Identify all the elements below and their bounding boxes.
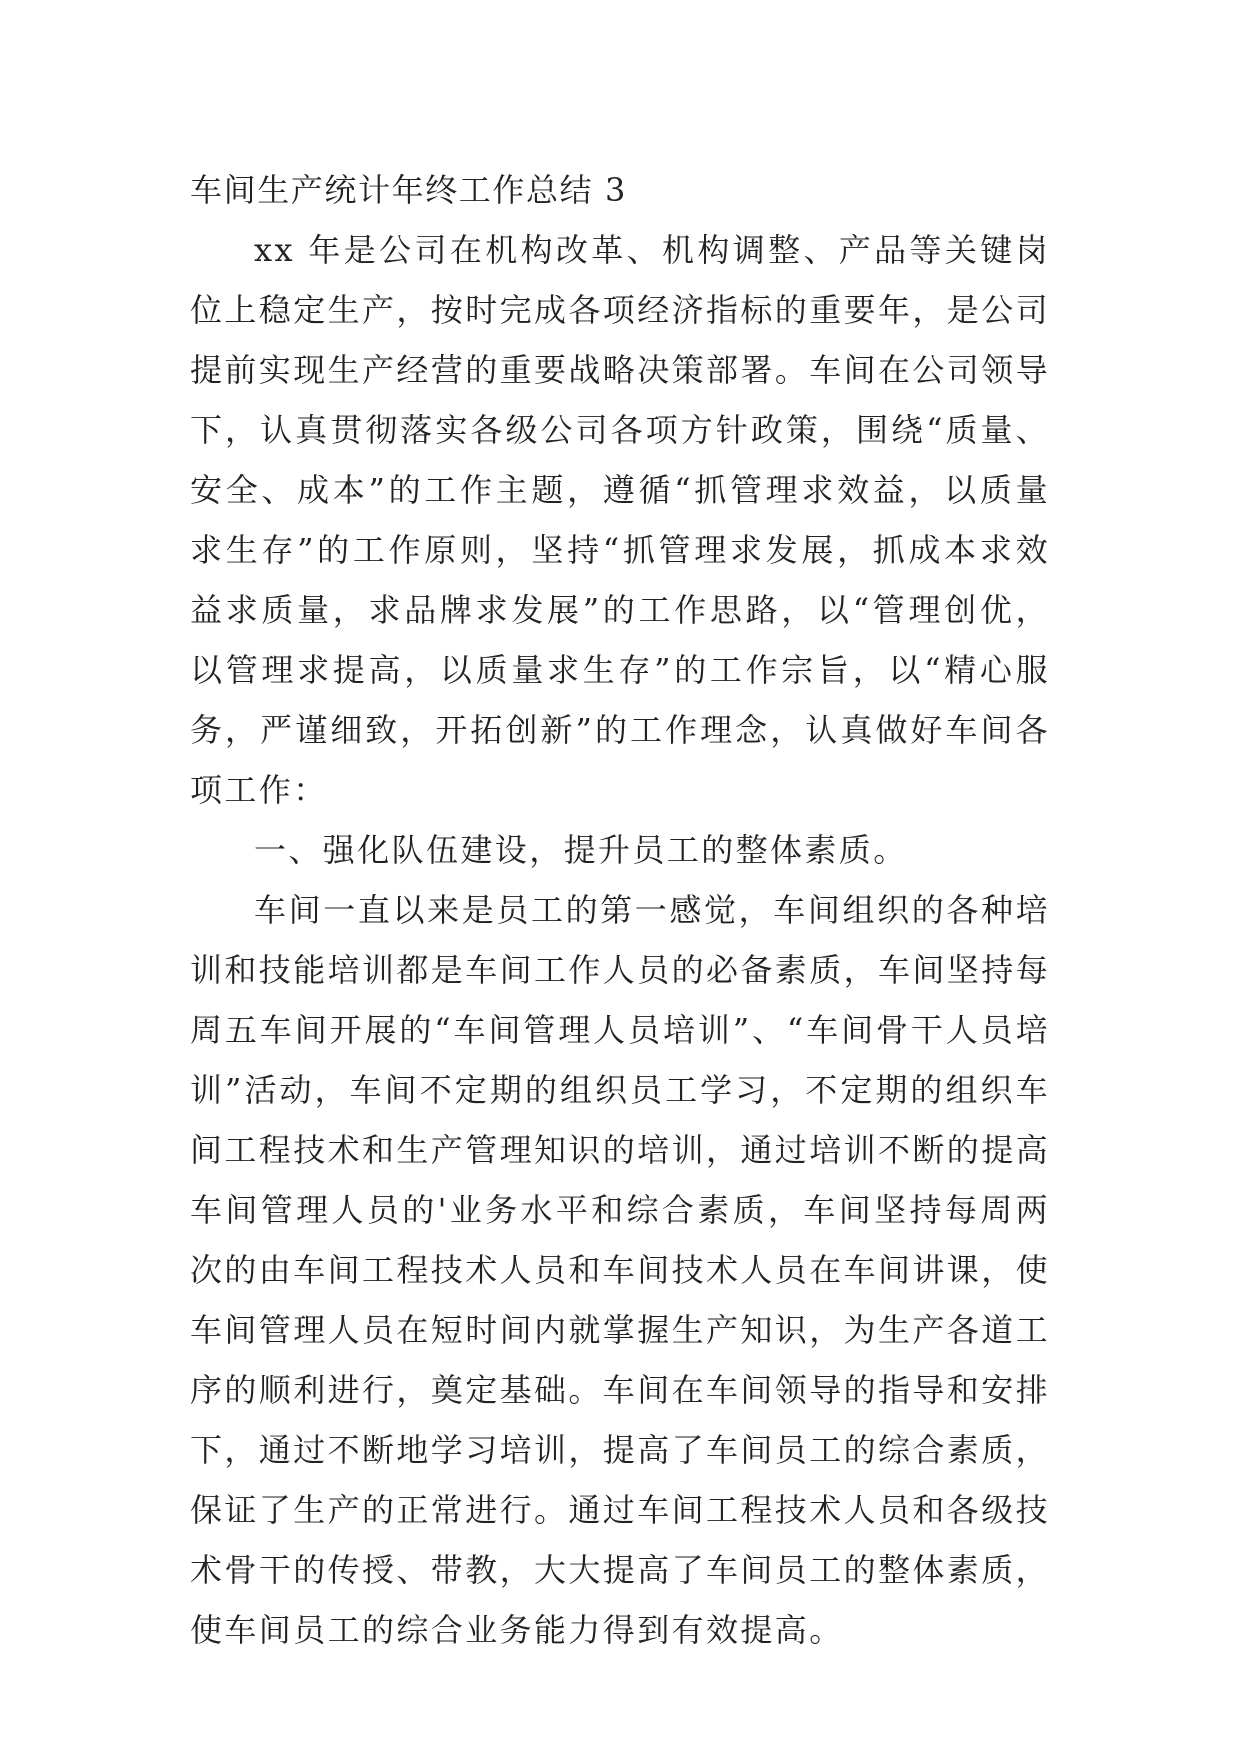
section-paragraph: 车间一直以来是员工的第一感觉，车间组织的各种培训和技能培训都是车间工作人员的必备素质，车间坚持每周五车间开展的“车间管理人员培训”、“车间骨干人员培训”活动，车间不定期的组织员工学习，不定期的组织车间工程技术和生产管理知识的培训，通过培训不断的提高车间管理人员的'业务水平和综合素质，车间坚持每周两次的由车间工程技术人员和车间技术人员在车间讲课，使车间管理人员在短时间内就掌握生产知识，为生产各道工序的顺利进行，奠定基础。车间在车间领导的指导和安排下，通过不断地学习培训，提高了车间员工的综合素质，保证了生产的正常进行。通过车间工程技术人员和各级技术骨干的传授、带教，大大提高了车间员工的整体素质，使车间员工的综合业务能力得到有效提高。 — [190, 891, 1051, 1649]
intro-paragraph: xx 年是公司在机构改革、机构调整、产品等关键岗位上稳定生产，按时完成各项经济指标的重要年，是公司提前实现生产经营的重要战略决策部署。车间在公司领导下，认真贯彻落实各级公司各项方针政策，围绕“质量、安全、成本”的工作主题，遵循“抓管理求效益，以质量求生存”的工作原则，坚持“抓管理求发展，抓成本求效益求质量，求品牌求发展”的工作思路，以“管理创优，以管理求提高，以质量求生存”的工作宗旨，以“精心服务，严谨细致，开拓创新”的工作理念，认真做好车间各项工作： — [190, 231, 1051, 809]
document-title: 车间生产统计年终工作总结 3 — [190, 171, 627, 209]
section-heading: 一、强化队伍建设，提升员工的整体素质。 — [254, 831, 908, 869]
document-body — [190, 160, 1050, 1660]
